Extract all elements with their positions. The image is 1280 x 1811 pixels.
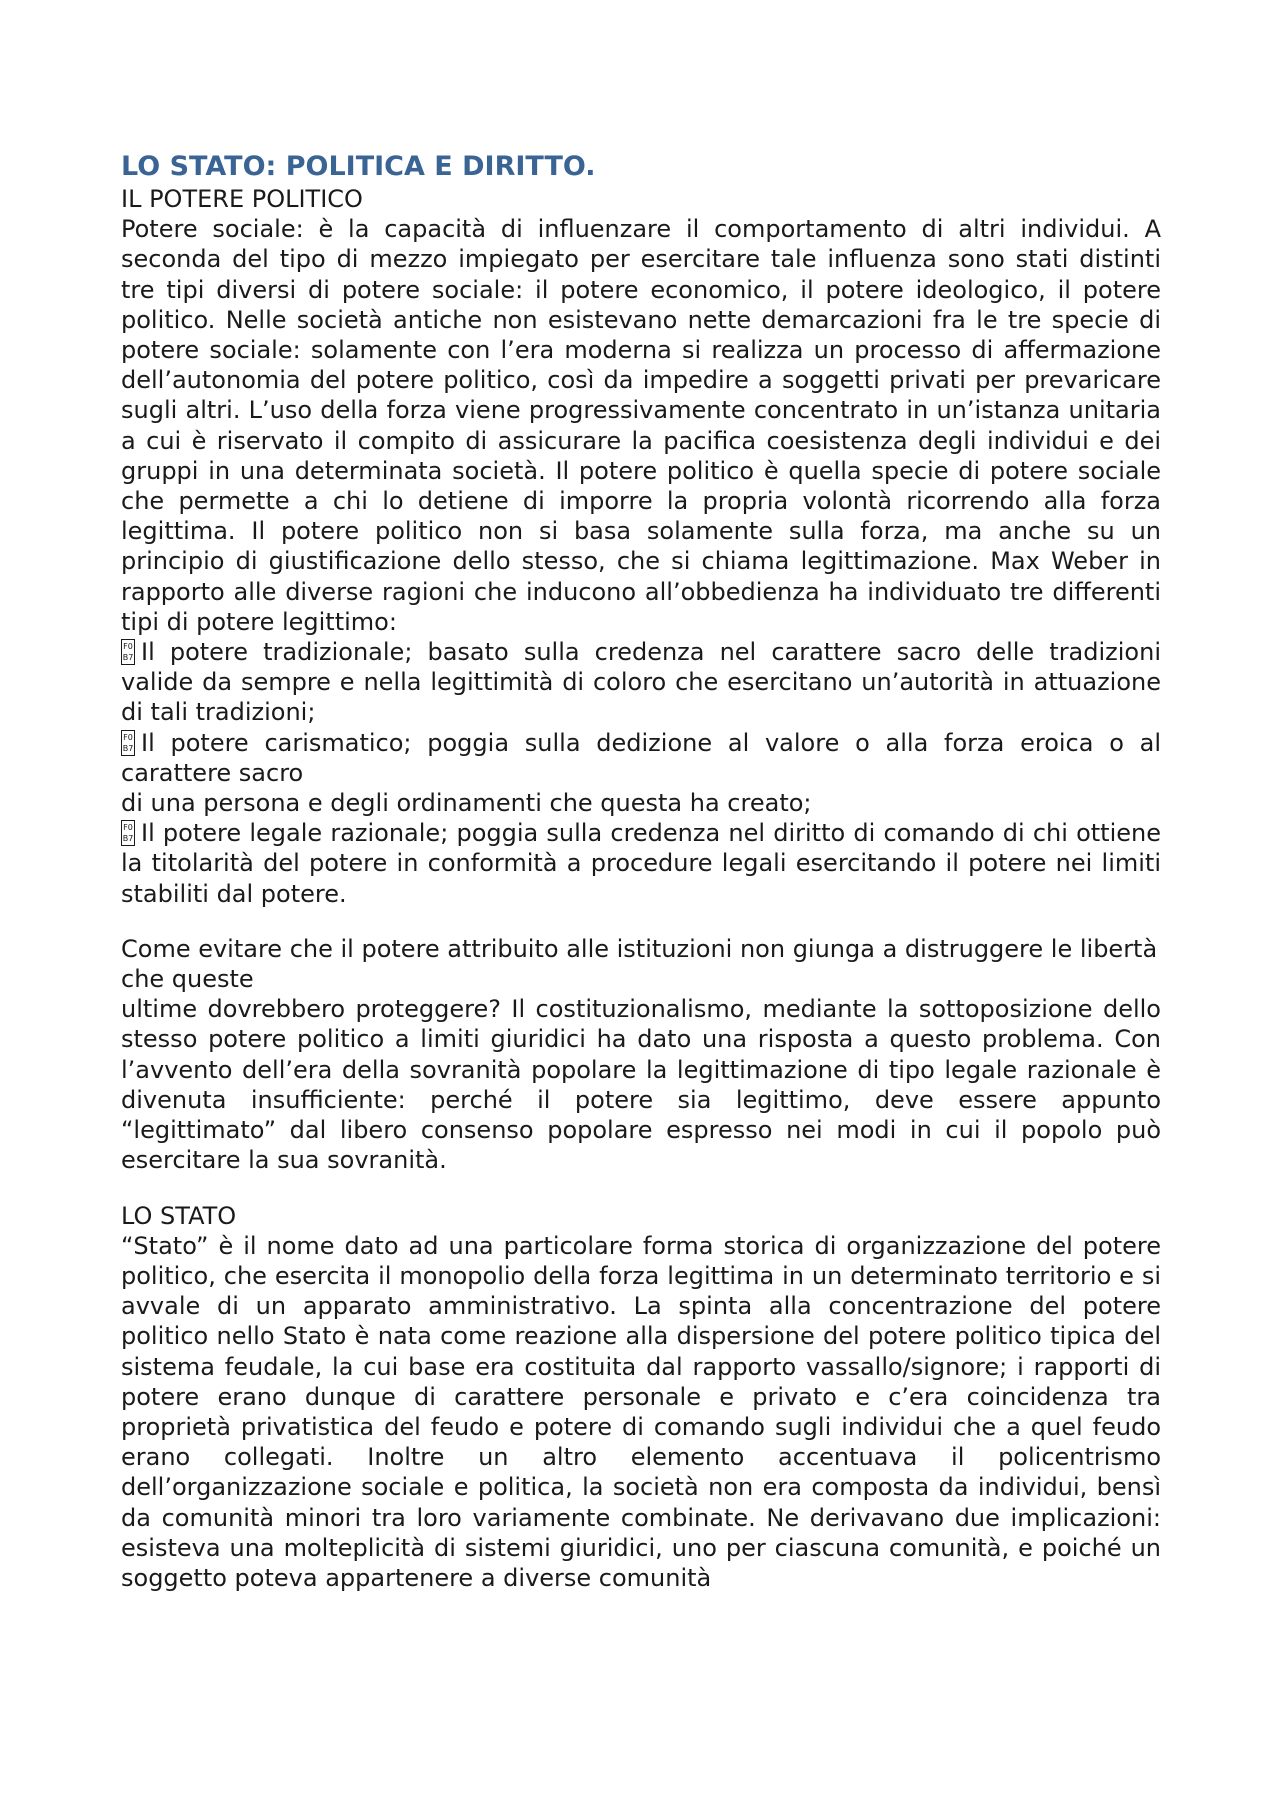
paragraph-spacer [121,1176,1161,1201]
missing-glyph-icon [121,730,135,756]
paragraph-stato: “Stato” è il nome dato ad una particolare forma storica di organizzazione del potere politico, che esercita il monopolio della forza legittima in un determinato territorio e si avvale di un apparato amministrativo. La spinta alla concentrazione del potere politico nello Stato è nata come reazione alla dispersione del potere politico tipica del sistema feudale, la cui base era costituita dal rapporto vassallo/signore; i rapporti di potere erano dunque di carattere personale e privato e c’era coincidenza tra proprietà privatistica del feudo e potere di comando sugli individui che a quel feudo erano collegati. Inoltre un altro elemento accentuava il policentrismo dell’organizzazione sociale e politica, la società non era composta da individui, bensì da comunità minori tra loro variamente combinate. Ne derivavano due implicazioni: esisteva una molteplicità di sistemi giuridici, uno per ciascuna comunità, e poiché un soggetto poteva appartenere a diverse comunità [121,1231,1161,1592]
bullet-item-tradizionale [121,637,1161,728]
paragraph-costituzionalismo: ultime dovrebbero proteggere? Il costituzionalismo, mediante la sottoposizione dello stesso potere politico a limiti giuridici ha dato una risposta a questo problema. Con l’avvento dell’era della sovranità popolare la legittimazione di tipo legale razionale è divenuta insufficiente: perché il potere sia legittimo, deve essere appunto “legittimato” dal libero consenso popolare espresso nei modi in cui il popolo può esercitare la sua sovranità. [121,995,1161,1175]
bullet-text: Il potere tradizionale; basato sulla credenza nel carattere sacro delle tradizioni valide da sempre e nella legittimità di coloro che esercitano un’autorità in attuazione di tali tradizioni; [121,638,1161,727]
bullet-item-carismatico [121,728,1161,788]
bullet-text: Il potere carismatico; poggia sulla dedizione al valore o alla forza eroica o al carattere sacro [121,728,1161,787]
document-page [121,150,1161,1593]
paragraph-potere-sociale: Potere sociale: è la capacità di influenzare il comportamento di altri individui. A seconda del tipo di mezzo impiegato per esercitare tale influenza sono stati distinti tre tipi diversi di potere sociale: il potere economico, il potere ideologico, il potere politico. Nelle società antiche non esistevano nette demarcazioni fra le tre specie di potere sociale: solamente con l’era moderna si realizza un processo di affermazione dell’autonomia del potere politico, così da impedire a soggetti privati per prevaricare sugli altri. L’uso della forza viene progressivamente concentrato in un’istanza unitaria a cui è riservato il compito di assicurare la pacifica coesistenza degli individui e dei gruppi in una determinata società. Il potere politico è quella specie di potere sociale che permette a chi lo detiene di imporre la propria volontà ricorrendo alla forza legittima. Il potere politico non si basa solamente sulla forza, ma anche su un principio di giustificazione dello stesso, che si chiama legittimazione. Max Weber in rapporto alle diverse ragioni che inducono all’obbedienza ha individuato tre differenti tipi di potere legittimo: [121,215,1161,636]
missing-glyph-icon [121,639,135,665]
paragraph-spacer [121,909,1161,934]
section-heading-potere-politico: IL POTERE POLITICO [121,185,363,213]
section-heading-lo-stato: LO STATO [121,1201,237,1230]
missing-glyph-icon [121,820,135,846]
bullet-continuation: di una persona e degli ordinamenti che questa ha creato; [121,789,812,818]
bullet-item-legale-razionale [121,818,1161,909]
document-title: LO STATO: POLITICA E DIRITTO. [121,151,596,182]
bullet-text: Il potere legale razionale; poggia sulla credenza nel diritto di comando di chi ottiene la titolarità del potere in conformità a procedure legali esercitando il potere nei limiti stabiliti dal potere. [121,819,1161,908]
paragraph-costituzionalismo-first-line: Come evitare che il potere attribuito alle istituzioni non giunga a distruggere le libertà che queste [121,934,1158,994]
